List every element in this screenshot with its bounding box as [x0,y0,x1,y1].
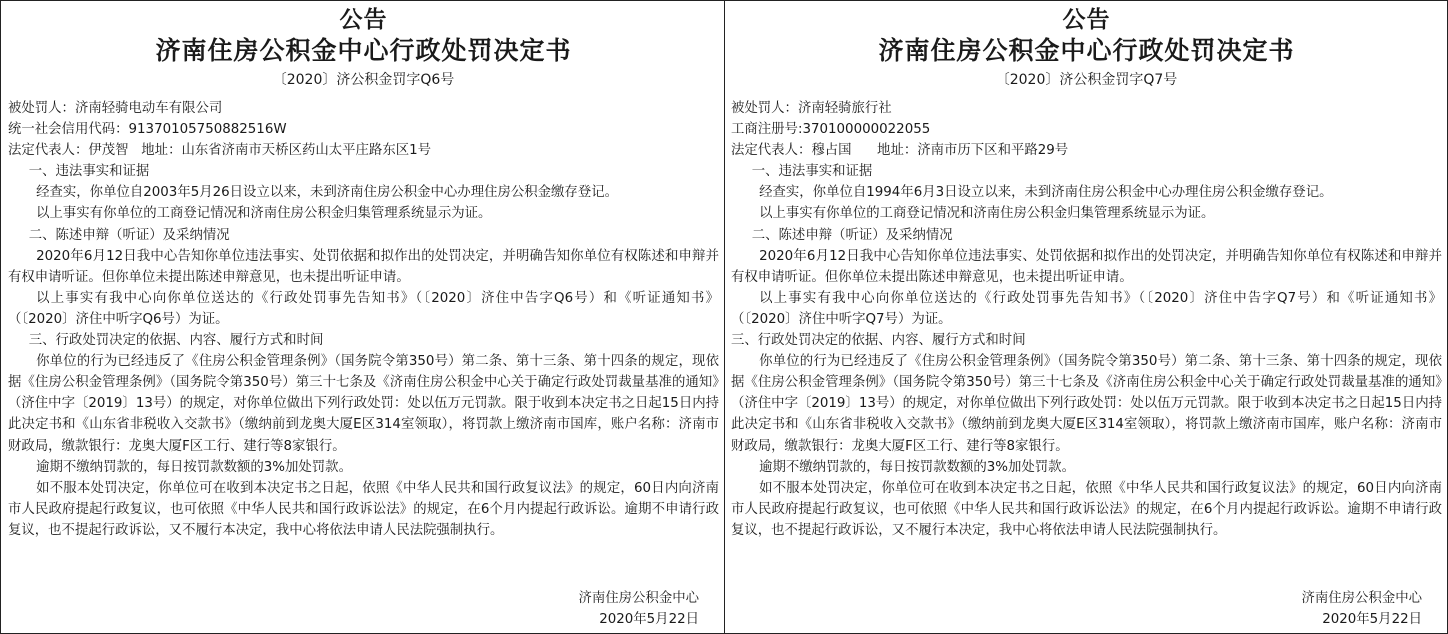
paragraph-late-fee: 逾期不缴纳罚款的，每日按罚款数额的3%加处罚款。 [36,459,352,475]
paragraph-served-documents: 以上事实有我中心向你单位送达的《行政处罚事先告知书》（〔2020〕济住中告字Q6号）和《听证通知书》（〔2020〕济住中听字Q6号）为证。 [8,290,719,327]
notice-left [8,0,719,634]
signature-date: 2020年5月22日 [599,612,699,627]
document-number: 〔2020〕济公积金罚字Q6号 [272,72,455,88]
paragraph-late-fee: 逾期不缴纳罚款的，每日按罚款数额的3%加处罚款。 [759,459,1075,475]
paragraph-decision: 你单位的行为已经违反了《住房公积金管理条例》（国务院令第350号）第二条、第十三条、第十四条的规定，现依据《住房公积金管理条例》（国务院令第350号）第三十七条及《济南住房公积金中心关于确定行政处罚裁量基准的通知》（济住中字〔2019〕13号）的规定，对你单位做出下列行政处罚：处以伍万元罚款。限于收到本决定书之日起15日内持此决定书和《山东省非税收入交款书》（缴纳前到龙奥大厦E区314室领取），将罚款上缴济南市国库，账户名称：济南市财政局，缴款银行：龙奥大厦F区工行、建行等8家银行。 [731,354,1442,454]
paragraph-appeal: 如不服本处罚决定，你单位可在收到本决定书之日起，依照《中华人民共和国行政复议法》的规定，60日内向济南市人民政府提起行政复议，也可依照《中华人民共和国行政诉讼法》的规定，在6个月内提起行政诉讼。逾期不申请行政复议，也不提起行政诉讼，又不履行本决定，我中心将依法申请人民法院强制执行。 [731,480,1442,538]
section-heading-hearing: 二、陈述申辩（听证）及采纳情况 [751,227,953,243]
notice-title: 济南住房公积金中心行政处罚决定书 [878,36,1295,65]
paragraph-facts: 经查实，你单位自1994年6月3日设立以来，未到济南住房公积金中心办理住房公积金缴存登记。 [759,185,1333,201]
legal-representative-address: 法定代表人：伊茂智 地址：山东省济南市天桥区药山太平庄路东区1号 [8,143,432,159]
column-divider [724,0,725,634]
signature-date: 2020年5月22日 [1322,612,1422,627]
penalized-party: 被处罚人：济南轻骑旅行社 [731,101,892,116]
section-heading-hearing: 二、陈述申辩（听证）及采纳情况 [28,227,230,243]
business-registration-number: 工商注册号:370100000022055 [731,122,931,138]
paragraph-facts: 经查实，你单位自2003年5月26日设立以来，未到济南住房公积金中心办理住房公积金缴存登记。 [36,185,618,201]
paragraph-decision: 你单位的行为已经违反了《住房公积金管理条例》（国务院令第350号）第二条、第十三条、第十四条的规定，现依据《住房公积金管理条例》（国务院令第350号）第三十七条及《济南住房公积金中心关于确定行政处罚裁量基准的通知》（济住中字〔2019〕13号）的规定，对你单位做出下列行政处罚：处以伍万元罚款。限于收到本决定书之日起15日内持此决定书和《山东省非税收入交款书》（缴纳前到龙奥大厦E区314室领取），将罚款上缴济南市国库，账户名称：济南市财政局，缴款银行：龙奥大厦F区工行、建行等8家银行。 [8,354,719,454]
notice-heading: 公告 [339,7,388,33]
section-heading-decision: 三、行政处罚决定的依据、内容、履行方式和时间 [731,333,1026,349]
section-heading-facts: 一、违法事实和证据 [751,164,873,180]
credit-code: 统一社会信用代码：91370105750882516W [8,122,287,138]
section-heading-decision: 三、行政处罚决定的依据、内容、履行方式和时间 [28,333,324,349]
notice-right [731,0,1442,634]
signature-organization: 济南住房公积金中心 [1301,591,1422,606]
paragraph-appeal: 如不服本处罚决定，你单位可在收到本决定书之日起，依照《中华人民共和国行政复议法》的规定，60日内向济南市人民政府提起行政复议，也可依照《中华人民共和国行政诉讼法》的规定，在6个月内提起行政诉讼。逾期不申请行政复议，也不提起行政诉讼，又不履行本决定，我中心将依法申请人民法院强制执行。 [8,480,719,538]
penalized-party: 被处罚人：济南轻骑电动车有限公司 [8,101,223,116]
legal-representative-address: 法定代表人：穆占国 地址：济南市历下区和平路29号 [731,143,1069,159]
signature-organization: 济南住房公积金中心 [578,591,699,606]
paragraph-evidence: 以上事实有你单位的工商登记情况和济南住房公积金归集管理系统显示为证。 [759,206,1215,222]
paragraph-notification: 2020年6月12日我中心告知你单位违法事实、处罚依据和拟作出的处罚决定，并明确告知你单位有权陈述和申辩并有权申请听证。但你单位未提出陈述申辩意见，也未提出听证申请。 [8,248,719,285]
notice-heading: 公告 [1062,7,1111,33]
paragraph-evidence: 以上事实有你单位的工商登记情况和济南住房公积金归集管理系统显示为证。 [36,206,492,222]
section-heading-facts: 一、违法事实和证据 [28,164,150,180]
notice-title: 济南住房公积金中心行政处罚决定书 [155,36,572,65]
paragraph-served-documents: 以上事实有我中心向你单位送达的《行政处罚事先告知书》（〔2020〕济住中告字Q7号）和《听证通知书》（〔2020〕济住中听字Q7号）为证。 [731,290,1442,327]
paragraph-notification: 2020年6月12日我中心告知你单位违法事实、处罚依据和拟作出的处罚决定，并明确告知你单位有权陈述和申辩并有权申请听证。但你单位未提出陈述申辩意见，也未提出听证申请。 [731,248,1442,285]
document-number: 〔2020〕济公积金罚字Q7号 [995,72,1178,88]
